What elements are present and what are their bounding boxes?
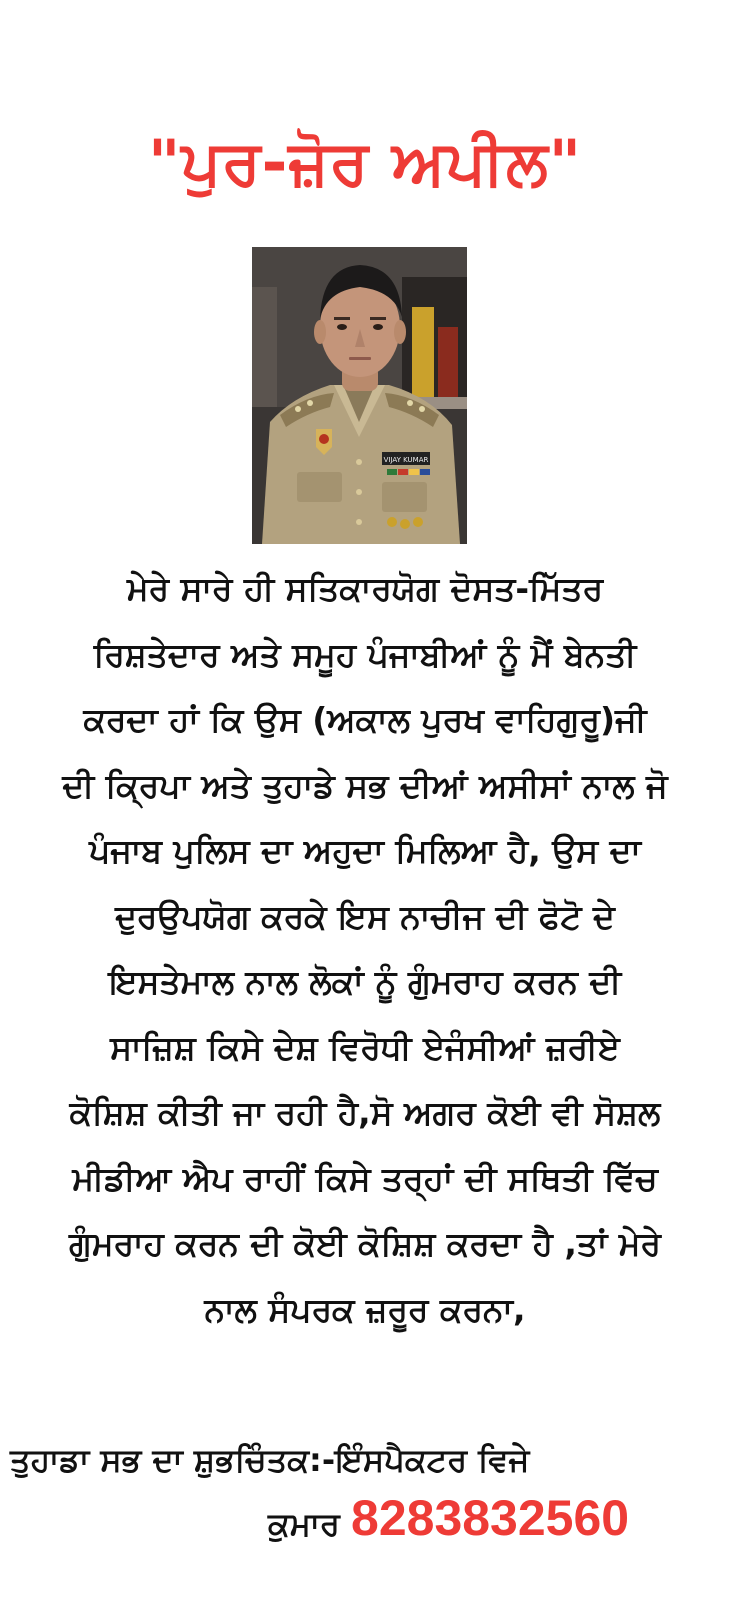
signature-name-line: [10, 1489, 720, 1553]
appeal-title: "ਪੁਰ-ਜ਼ੋਰ ਅਪੀਲ": [147, 126, 583, 199]
message-line: ਮੀਡੀਆ ਐਪ ਰਾਹੀਂ ਕਿਸੇ ਤਰ੍ਹਾਂ ਦੀ ਸਥਿਤੀ ਵਿੱਚ: [72, 1158, 658, 1198]
message-line: ਰਿਸ਼ਤੇਦਾਰ ਅਤੇ ਸਮੂਹ ਪੰਜਾਬੀਆਂ ਨੂੰ ਮੈਂ ਬੇਨਤੀ: [93, 634, 637, 674]
signature-line: ਤੁਹਾਡਾ ਸਭ ਦਾ ਸ਼ੁਭਚਿੰਤਕ:-ਇੰਸਪੈਕਟਰ ਵਿਜੇ: [10, 1441, 530, 1479]
name-tag-text: VIJAY KUMAR: [383, 456, 429, 464]
signature-name: ਕੁਮਾਰ: [268, 1505, 340, 1543]
message-line: ਕਰਦਾ ਹਾਂ ਕਿ ਉਸ (ਅਕਾਲ ਪੁਰਖ ਵਾਹਿਗੁਰੂ)ਜੀ: [83, 700, 647, 739]
officer-photo: [252, 247, 467, 544]
message-line: ਸਾਜ਼ਿਸ਼ ਕਿਸੇ ਦੇਸ਼ ਵਿਰੋਧੀ ਏਜੰਸੀਆਂ ਜ਼ਰੀਏ: [110, 1027, 620, 1067]
message-line: ਪੰਜਾਬ ਪੁਲਿਸ ਦਾ ਅਹੁਦਾ ਮਿਲਿਆ ਹੈ, ਉਸ ਦਾ: [89, 831, 641, 870]
phone-number: 8283832560: [351, 1490, 630, 1546]
message-line: ਗੁੰਮਰਾਹ ਕਰਨ ਦੀ ਕੋਈ ਕੋਸ਼ਿਸ਼ ਕਰਦਾ ਹੈ ,ਤਾਂ ਮੇਰੇ: [68, 1224, 662, 1263]
message-line: ਕੋਸ਼ਿਸ਼ ਕੀਤੀ ਜਾ ਰਹੀ ਹੈ,ਸੋ ਅਗਰ ਕੋਈ ਵੀ ਸੋਸ਼ਲ: [69, 1093, 661, 1132]
message-line: ਮੇਰੇ ਸਾਰੇ ਹੀ ਸਤਿਕਾਰਯੋਗ ਦੋਸਤ-ਮਿੱਤਰ: [126, 569, 604, 608]
message-line: ਨਾਲ ਸੰਪਰਕ ਜ਼ਰੂਰ ਕਰਨਾ,: [204, 1289, 526, 1329]
appeal-message: [8, 556, 722, 1342]
message-line: ਦੀ ਕ੍ਰਿਪਾ ਅਤੇ ਤੁਹਾਡੇ ਸਭ ਦੀਆਂ ਅਸੀਸਾਂ ਨਾਲ ਜੋ: [62, 765, 668, 805]
message-line: ਦੁਰਉਪਯੋਗ ਕਰਕੇ ਇਸ ਨਾਚੀਜ ਦੀ ਫੋਟੋ ਦੇ: [115, 896, 615, 936]
message-line: ਇਸਤੇਮਾਲ ਨਾਲ ਲੋਕਾਂ ਨੂੰ ਗੁੰਮਰਾਹ ਕਰਨ ਦੀ: [108, 962, 622, 1001]
signature: [10, 1431, 720, 1553]
